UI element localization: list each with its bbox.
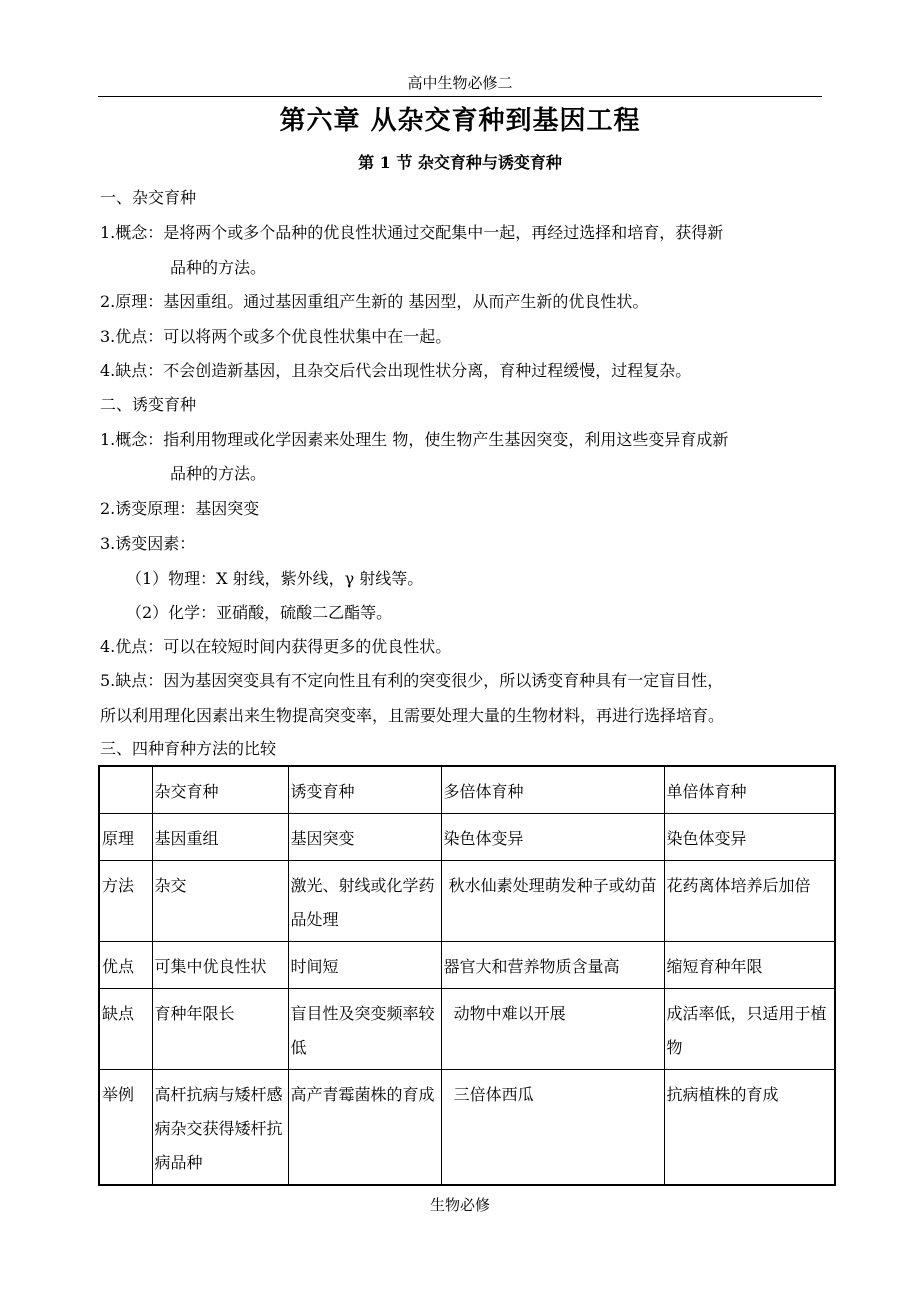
table-row — [99, 1070, 835, 1186]
table-row — [99, 989, 835, 1070]
table-header-cell: 多倍体育种 — [441, 766, 664, 814]
table-cell: 三倍体西瓜 — [441, 1070, 664, 1186]
page-footer: 生物必修 — [429, 1196, 490, 1214]
row-label: 举例 — [99, 1070, 152, 1186]
table-cell: 器官大和营养物质含量高 — [441, 942, 664, 989]
table-cell: 高杆抗病与矮杆感病杂交获得矮杆抗病品种 — [152, 1070, 288, 1186]
row-label: 优点 — [99, 942, 152, 989]
mutation-concept-cont: 品种的方法。 — [170, 464, 267, 483]
table-row — [99, 942, 835, 989]
table-cell: 染色体变异 — [664, 814, 835, 861]
table-header-cell: 杂交育种 — [152, 766, 288, 814]
hybrid-disadvantage: 4.缺点：不会创造新基因，且杂交后代会出现性状分离，育种过程缓慢，过程复杂。 — [100, 361, 692, 380]
table-cell: 激光、射线或化学药品处理 — [288, 861, 441, 942]
hybrid-concept-cont: 品种的方法。 — [170, 258, 267, 277]
mutation-disadvantage: 5.缺点：因为基因突变具有不定向性且有利的突变很少，所以诱变育种具有一定盲目性， — [100, 671, 724, 690]
table-header-cell — [99, 766, 152, 814]
table-header-cell: 诱变育种 — [288, 766, 441, 814]
heading-comparison: 三、四种育种方法的比较 — [100, 739, 277, 758]
table-cell: 高产青霉菌株的育成 — [288, 1070, 441, 1186]
table-cell: 花药离体培养后加倍 — [664, 861, 835, 942]
hybrid-principle: 2.原理：基因重组。通过基因重组产生新的 基因型，从而产生新的优良性状。 — [100, 292, 649, 311]
mutation-factor-physical: （1）物理：X 射线，紫外线，γ 射线等。 — [126, 569, 424, 588]
table-cell: 成活率低，只适用于植物 — [664, 989, 835, 1070]
row-label: 原理 — [99, 814, 152, 861]
heading-mutation-breeding: 二、诱变育种 — [100, 395, 197, 414]
mutation-factor-chemical: （2）化学：亚硝酸，硫酸二乙酯等。 — [126, 603, 393, 622]
table-cell: 可集中优良性状 — [152, 942, 288, 989]
table-cell: 基因突变 — [288, 814, 441, 861]
chapter-title: 第六章 从杂交育种到基因工程 — [279, 106, 641, 136]
table-cell: 育种年限长 — [152, 989, 288, 1070]
table-cell: 抗病植株的育成 — [664, 1070, 835, 1186]
table-row — [99, 861, 835, 942]
table-cell: 杂交 — [152, 861, 288, 942]
mutation-principle: 2.诱变原理：基因突变 — [100, 499, 260, 518]
page-header: 高中生物必修二 — [98, 72, 822, 97]
hybrid-advantage: 3.优点：可以将两个或多个优良性状集中在一起。 — [100, 327, 452, 346]
comparison-table — [98, 765, 836, 1186]
table-header-cell: 单倍体育种 — [664, 766, 835, 814]
mutation-advantage: 4.优点：可以在较短时间内获得更多的优良性状。 — [100, 637, 452, 656]
mutation-factors: 3.诱变因素： — [100, 534, 196, 553]
table-cell: 缩短育种年限 — [664, 942, 835, 989]
hybrid-concept: 1.概念：是将两个或多个品种的优良性状通过交配集中一起，再经过选择和培育，获得新 — [100, 223, 724, 242]
row-label: 缺点 — [99, 989, 152, 1070]
table-cell: 盲目性及突变频率较低 — [288, 989, 441, 1070]
table-row — [99, 814, 835, 861]
row-label: 方法 — [99, 861, 152, 942]
section-title: 第 1 节 杂交育种与诱变育种 — [358, 153, 562, 172]
table-cell: 动物中难以开展 — [441, 989, 664, 1070]
table-cell: 染色体变异 — [441, 814, 664, 861]
table-cell: 秋水仙素处理萌发种子或幼苗 — [441, 861, 664, 942]
mutation-concept: 1.概念：指利用物理或化学因素来处理生 物，使生物产生基因突变，利用这些变异育成新 — [100, 430, 729, 449]
table-header-row — [99, 766, 835, 814]
heading-hybrid-breeding: 一、杂交育种 — [100, 188, 197, 207]
mutation-disadvantage-cont: 所以利用理化因素出来生物提高突变率，且需要处理大量的生物材料，再进行选择培育。 — [100, 706, 725, 725]
table-cell: 时间短 — [288, 942, 441, 989]
table-cell: 基因重组 — [152, 814, 288, 861]
